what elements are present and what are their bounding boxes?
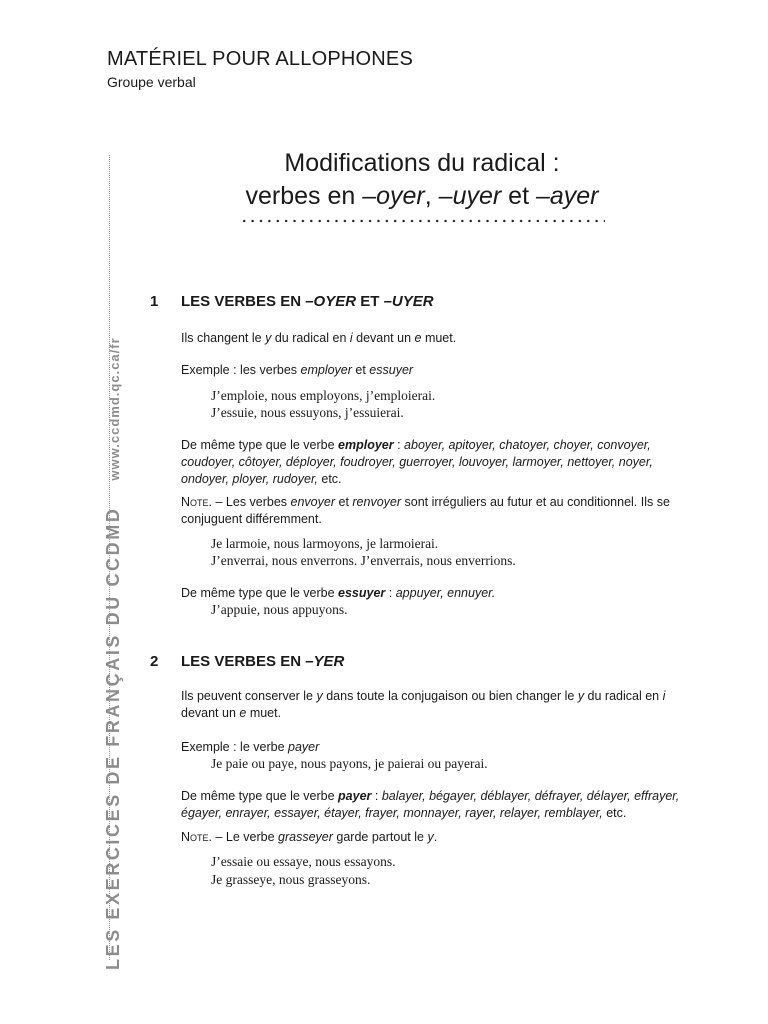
section-2-number: 2	[150, 653, 159, 670]
section-1-example-line-1: J’emploie, nous employons, j’emploierai.	[211, 388, 436, 403]
section-1-heading: LES VERBES EN –OYER ET –UYER	[181, 293, 434, 310]
section-2-note-example-1: J’essaie ou essaye, nous essayons.	[211, 854, 396, 869]
section-1-rule: Ils changent le y du radical en i devant un e muet.	[181, 331, 457, 345]
title-dotted-separator	[240, 218, 605, 224]
section-2-same-type-payer: De même type que le verbe payer : balayer, bégayer, déblayer, défrayer, délayer, effrayer, égayer, enrayer, essayer, étayer, frayer, monnayer, rayer, relayer, remblayer, etc.	[181, 789, 680, 820]
vertical-series-label	[103, 0, 124, 970]
section-1-example-line-2: J’essuie, nous essuyons, j’essuierai.	[211, 405, 404, 420]
section-2-example-line-1: Je paie ou paye, nous payons, je paierai ou payerai.	[211, 756, 488, 771]
document-header-title: MATÉRIEL POUR ALLOPHONES	[107, 48, 413, 70]
section-2-heading: LES VERBES EN –YER	[181, 653, 345, 670]
series-name: LES EXERCICES DE FRANÇAIS DU CCDMD	[103, 506, 123, 970]
section-2-rule: Ils peuvent conserver le y dans toute la conjugaison ou bien changer le y du radical en i devant un e muet.	[181, 689, 666, 720]
section-1-essuyer-example: J’appuie, nous appuyons.	[211, 602, 348, 617]
section-2-example-label: Exemple : le verbe payer	[181, 740, 320, 754]
title-line-1: Modifications du radical :	[284, 149, 560, 177]
section-1-same-type-essuyer: De même type que le verbe essuyer : appuyer, ennuyer.	[181, 586, 496, 600]
section-2-note: Note. – Le verbe grasseyer garde partout le y.	[181, 830, 438, 844]
section-1-number: 1	[150, 293, 159, 310]
section-1-note-example-1: Je larmoie, nous larmoyons, je larmoierai.	[211, 536, 439, 551]
section-1-note: Note. – Les verbes envoyer et renvoyer sont irréguliers au futur et au conditionnel. Ils se conjuguent différemment.	[181, 495, 670, 526]
document-header-subtitle: Groupe verbal	[107, 74, 196, 90]
section-1-example-label: Exemple : les verbes employer et essuyer	[181, 363, 414, 377]
series-url: www.ccdmd.qc.ca/fr	[107, 337, 122, 481]
title-line-2: verbes en –oyer, –uyer et –ayer	[245, 182, 599, 210]
section-1-note-example-2: J’enverrai, nous enverrons. J’enverrais, nous enverrions.	[211, 553, 516, 568]
section-2-note-example-2: Je grasseye, nous grasseyons.	[211, 872, 371, 887]
page-title	[0, 147, 768, 213]
section-1-same-type-employer: De même type que le verbe employer : aboyer, apitoyer, chatoyer, choyer, convoyer, coudoyer, côtoyer, déployer, foudroyer, guerroyer, louvoyer, larmoyer, nettoyer, noyer, ondoyer, ployer, rudoyer, etc.	[181, 438, 653, 486]
